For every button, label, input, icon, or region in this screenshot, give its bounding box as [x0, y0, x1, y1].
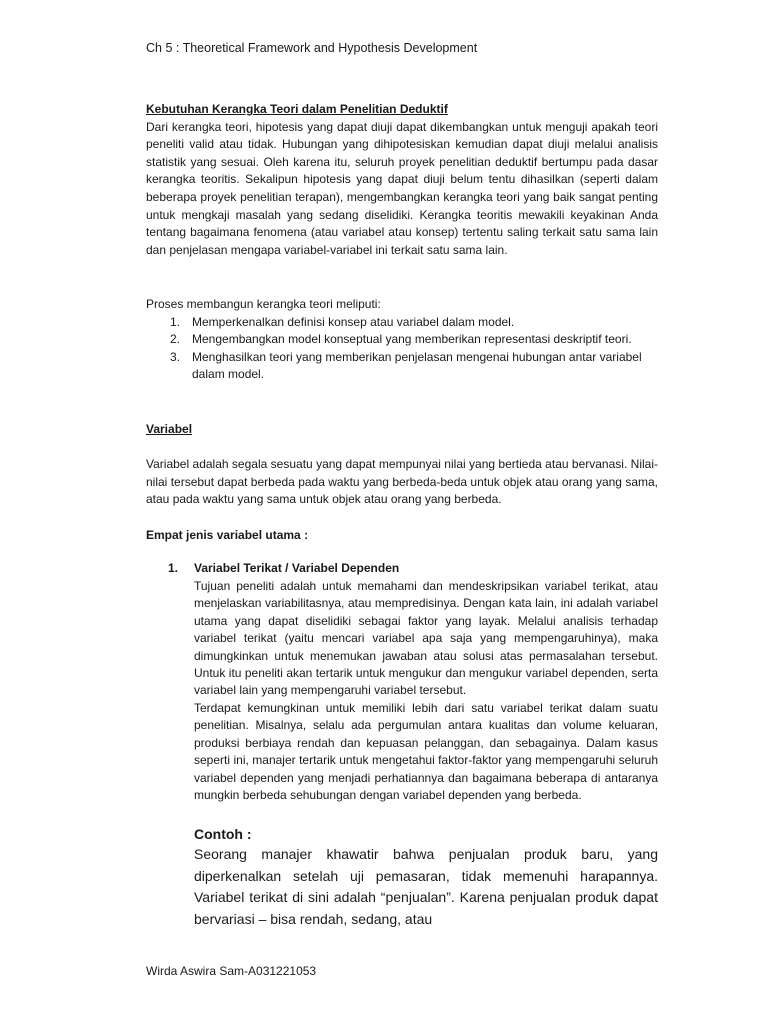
list-item: [146, 331, 658, 349]
types-heading: Empat jenis variabel utama :: [146, 528, 309, 542]
list-item: [146, 314, 658, 332]
section-title-variabel: Variabel: [146, 422, 193, 436]
section-kerangka-teori: [146, 101, 658, 259]
variable-paragraph-1: Tujuan peneliti adalah untuk memahami dan mendeskripsikan variabel terikat, atau menjelaskan variabilitasnya, atau mempredisinya. Dengan kata lain, ini adalah variabel utama yang dapat diselidiki sebagai faktor yang layak. Melalui analisis terhadap variabel terikat (yaitu mencari variabel apa saja yang mempengaruhinya), maka dimungkinkan untuk menemukan jawaban atau solusi atas permasalahan tersebut. Untuk itu peneliti akan tertarik untuk mengukur dan mengukur variabel dependen, serta variabel lain yang mempengaruhi variabel tersebut.: [194, 579, 658, 698]
example-text: Seorang manajer khawatir bahwa penjualan produk baru, yang diperkenalkan setelah uji pemasaran, tidak memenuhi harapannya. Variabel terikat di sini adalah “penjualan”. Karena penjualan produk dapat bervariasi – bisa rendah, sedang, atau: [194, 846, 658, 927]
list-number: 2.: [170, 332, 181, 347]
variable-paragraph-2: Terdapat kemungkinan untuk memiliki lebih dari satu variabel terikat dalam suatu penelitian. Misalnya, selalu ada pergumulan antara kualitas dan volume keluaran, produksi berbiaya rendah dan kepuasan pelanggan, dan sebagainya. Dalam kasus seperti ini, manajer tertarik untuk mengetahui faktor-faktor yang mempengaruhi seluruh variabel dependen yang menjadi perhatiannya dan bagaimana beberapa di antaranya mungkin berbeda sehubungan dengan variabel dependen yang berbeda.: [194, 701, 658, 803]
section-title: Kebutuhan Kerangka Teori dalam Penelitian Deduktif: [146, 102, 448, 116]
list-number: 1.: [170, 314, 181, 329]
section-paragraph: Dari kerangka teori, hipotesis yang dapat diuji dapat dikembangkan untuk menguji apakah teori peneliti valid atau tidak. Hubungan yang dihipotesiskan kemudian dapat diuji melalui analisis statistik yang sesuai. Oleh karena itu, seluruh proyek penelitian deduktif bertumpu pada dasar kerangka teoritis. Sekalipun hipotesis yang dapat diuji belum tentu dihasilkan (seperti dalam beberapa proyek penelitian terapan), mengembangkan kerangka teori yang baik sangat penting untuk mengkaji masalah yang sedang diselidiki. Kerangka teoritis mewakili keyakinan Anda tentang bagaimana fenomena (atau variabel atau konsep) tertentu saling terkait satu sama lain dan penjelasan mengapa variabel-variabel ini terkait satu sama lain.: [146, 119, 658, 257]
list-item: [146, 349, 658, 384]
list-number: 3.: [170, 349, 181, 364]
process-intro: Proses membangun kerangka teori meliputi:: [146, 297, 381, 311]
process-list: [146, 314, 658, 384]
variable-type-heading: [168, 561, 399, 575]
list-text: Menghasilkan teori yang memberikan penjelasan mengenai hubungan antar variabel dalam model.: [192, 349, 642, 382]
variabel-paragraph: Variabel adalah segala sesuatu yang dapat mempunyai nilai yang bertieda atau bervanasi. Nilai-nilai tersebut dapat berbeda pada waktu yang berbeda-beda untuk objek atau orang yang sama, atau pada waktu yang sama untuk objek atau orang yang berbeda.: [146, 457, 658, 507]
list-text: Memperkenalkan definisi konsep atau variabel dalam model.: [192, 314, 515, 329]
list-text: Mengembangkan model konseptual yang memberikan representasi deskriptif teori.: [192, 332, 632, 347]
example-title: Contoh :: [194, 826, 252, 842]
item-title: Variabel Terikat / Variabel Dependen: [194, 561, 400, 575]
page-footer: Wirda Aswira Sam-A031221053: [146, 964, 317, 978]
process-block: [146, 296, 658, 384]
page-header: Ch 5 : Theoretical Framework and Hypothesis Development: [146, 41, 478, 55]
item-number: 1.: [168, 561, 179, 575]
